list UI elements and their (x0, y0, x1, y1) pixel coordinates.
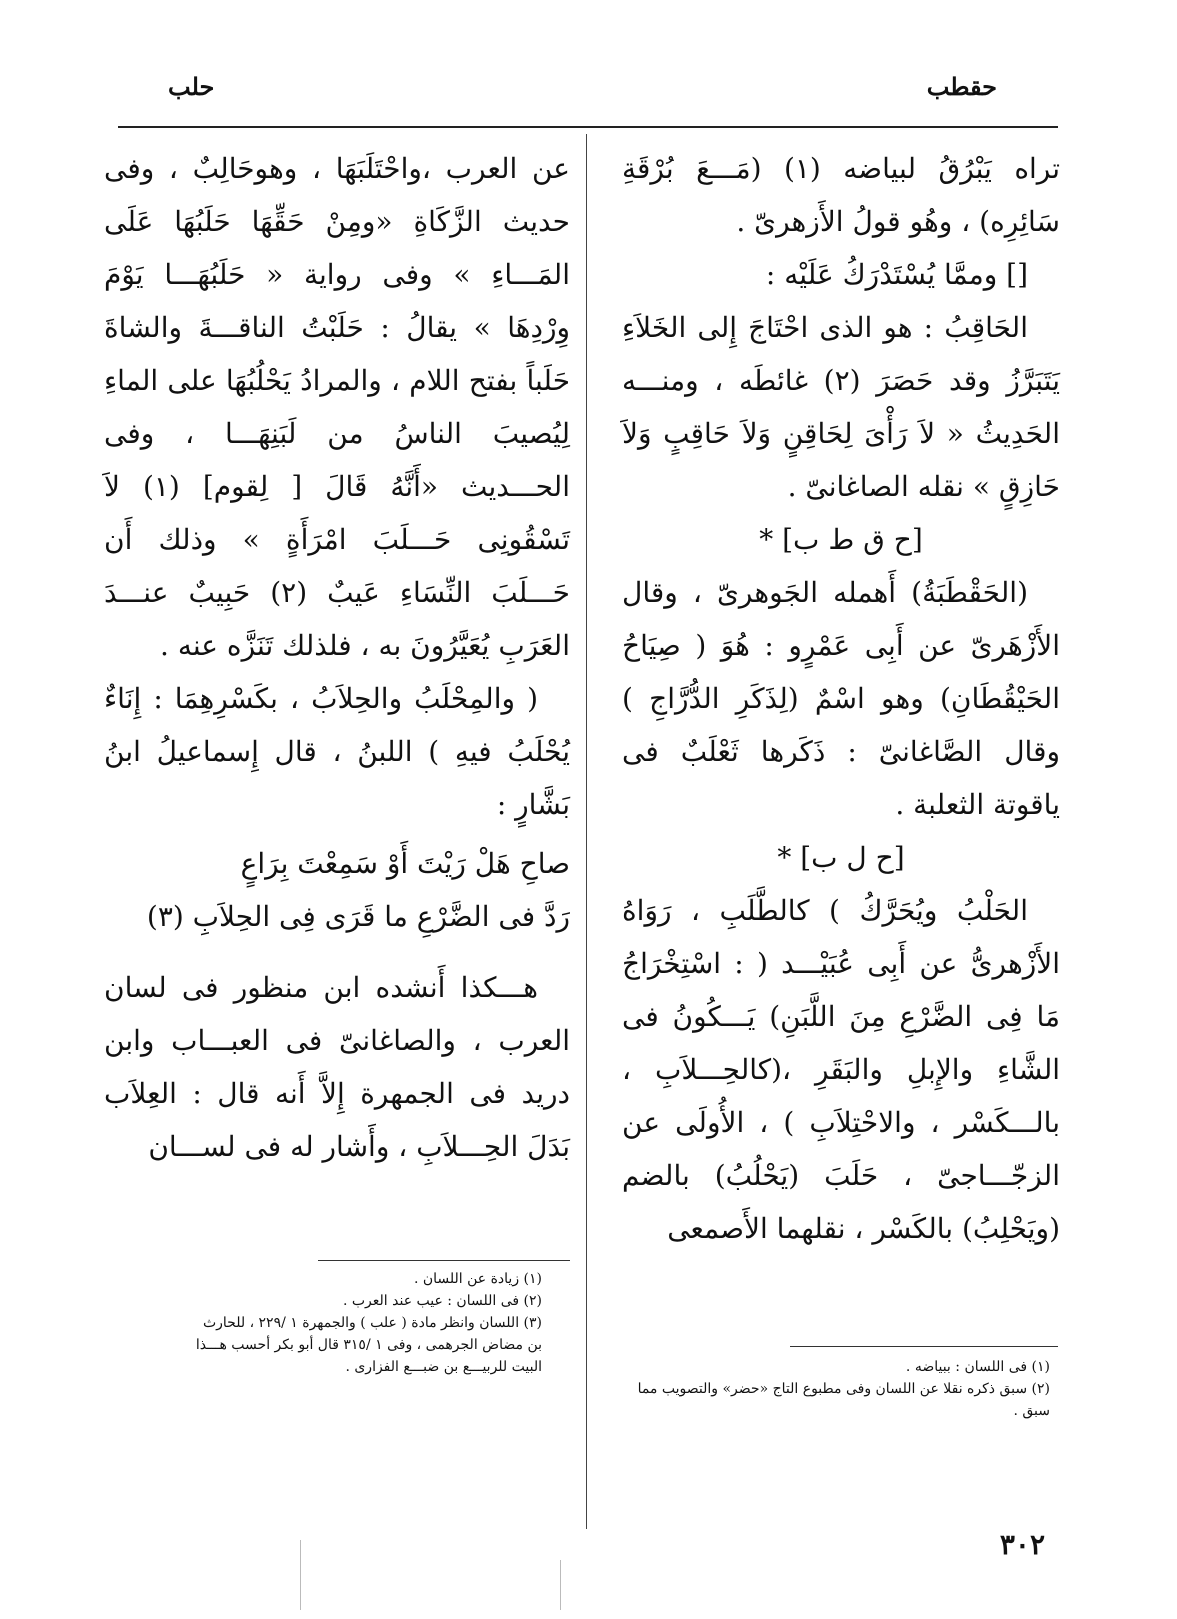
paragraph-after-verse: هـــكذا أَنشده ابن منظور فى لسان العرب ، والصاغانىّ فى العبـــاب وابن دريد فى الجمهرة إِلاَّ أَنه قال : العِلاَب بَدَلَ الحِـــلاَبِ ، وأَشار له فى لســـان (104, 971, 570, 1163)
verse-hemistich-2: رَدَّ فى الضَّرْعِ ما قَرَى فِى الحِلاَبِ (٣) (146, 900, 570, 933)
paragraph-halb: الحَلْبُ ويُحَرَّكُ ) كالطَّلَبِ ، رَوَاهُ الأَزْهرىُّ عن أَبِى عُبَيْـــد ( : اسْتِخْرَاجُ مَا فِى الضَّرْعِ مِنَ اللَّبَنِ) يَـــكُونُ فى الشَّاءِ والإِبلِ والبَقَرِ ،(كالحِـــلاَبِ ، بالـــكَسْر ، والاحْتِلاَبِ ) ، الأُولَى عن الزجّـــاجىّ ، حَلَبَ (يَحْلُبُ) بالضم (ويَحْلِبُ) بالكَسْر ، نقلهما الأَصمعى (622, 894, 1060, 1245)
running-head-left: حلب (168, 72, 215, 101)
footnote: (١) فى اللسان : ببياضه . (905, 1359, 1050, 1375)
poem-verse (104, 837, 570, 943)
header-rule (118, 126, 1058, 128)
footnote: (١) زيادة عن اللسان . (413, 1271, 542, 1287)
addendum-heading: [] وممَّا يُسْتَدْرَكُ عَلَيْه : (765, 258, 1028, 291)
footnote: (٢) فى اللسان : عيب عند العرب . (342, 1293, 542, 1309)
footnotes-right (620, 1356, 1050, 1422)
footnotes-left (190, 1268, 542, 1378)
page-number: ٣٠٢ (999, 1528, 1045, 1561)
running-head-right: حقطب (926, 72, 997, 101)
footnote: (٢) سبق ذكره نقلا عن اللسان وفى مطبوع التاج «حضر» والتصويب مما سبق . (637, 1381, 1050, 1419)
paragraph-mihlab: ( والمِحْلَبُ والحِلاَبُ ، بكَسْرِهِمَا : إِنَاءٌ يُحْلَبُ فيهِ ) اللبنُ ، قال إِسماعيلُ ابنُ بَشَّارٍ : (104, 682, 570, 821)
scan-artifact (560, 1560, 561, 1610)
scan-artifact (300, 1540, 301, 1610)
left-column (104, 142, 570, 1173)
entry-heading-hqtb: [ح ق ط ب] * (759, 523, 923, 556)
paragraph-halb-continued: عن العرب ،واحْتَلَبَهَا ، وهوحَالِبٌ ، وفى حديث الزَّكَاةِ «ومِنْ حَقِّهَا حَلَبُهَا عَلَى المَـــاءِ » وفى رواية « حَلَبُهَـــا يَوْمَ وِرْدِهَا » يقالُ : حَلَبْتُ الناقـــةَ والشاةَ حَلَباً بفتح اللام ، والمرادُ يَحْلُبُهَا على الماءِ لِيُصيبَ الناسُ من لَبَنِهَـــا ، وفى الحـــديث «أَنَّهُ قَالَ [ لِقوم] (١) لاَ تَسْقُونِى حَـــلَبَ امْرَأَةٍ » وذلك أَن حَـــلَبَ النِّسَاءِ عَيبٌ (٢) حَبِيبٌ عنـــدَ العَرَبِ يُعَيَّرُونَ به ، فلذلك تَنَزَّه عنه . (104, 152, 570, 662)
column-divider (586, 134, 587, 1529)
paragraph-haqtaba: (الحَقْطَبَةُ) أَهمله الجَوهرىّ ، وقال الأَزْهَرىّ عن أَبِى عَمْرٍو : هُوَ ( صِيَاحُ الحَيْقُطَانِ) وهو اسْمٌ (لِذَكَرِ الدُّرَّاجِ ) وقال الصَّاغانىّ : ذَكَرها ثَعْلَبٌ فى ياقوتة الثعلبة . (622, 576, 1060, 821)
entry-heading-hlb: [ح ل ب] * (777, 841, 905, 874)
right-column (622, 142, 1060, 1255)
footnote-rule-left (318, 1260, 570, 1261)
paragraph-continuation: تراه يَبْرُقُ لبياضه (١) (مَـــعَ بُرْقَةِ سَائِرِه) ، وهُو قولُ الأَزهرىّ . (622, 152, 1061, 238)
paragraph-haqib: الحَاقِبُ : هو الذى احْتَاجَ إِلى الخَلاَءِ يَتَبَرَّزُ وقد حَصَرَ (٢) غائطَه ، ومنـــه الحَدِيثُ « لاَ رَأْىَ لِحَاقِنٍ وَلاَ حَاقِبٍ وَلاَ حَازِقٍ » نقله الصاغانىّ . (622, 311, 1060, 503)
footnote-rule-right (790, 1346, 1058, 1347)
verse-hemistich-1: صاحِ هَلْ رَيْتَ أَوْ سَمِعْتَ بِرَاعٍ (240, 847, 570, 880)
footnote: (٣) اللسان وانظر مادة ( علب ) والجمهرة ١ /٢٢٩ ، للحارث بن مضاض الجرهمى ، وفى ١ /٣١٥ قال أبو بكر أحسب هـــذا البيت للربيـــع بن ضبـــع الفزارى . (195, 1315, 542, 1375)
